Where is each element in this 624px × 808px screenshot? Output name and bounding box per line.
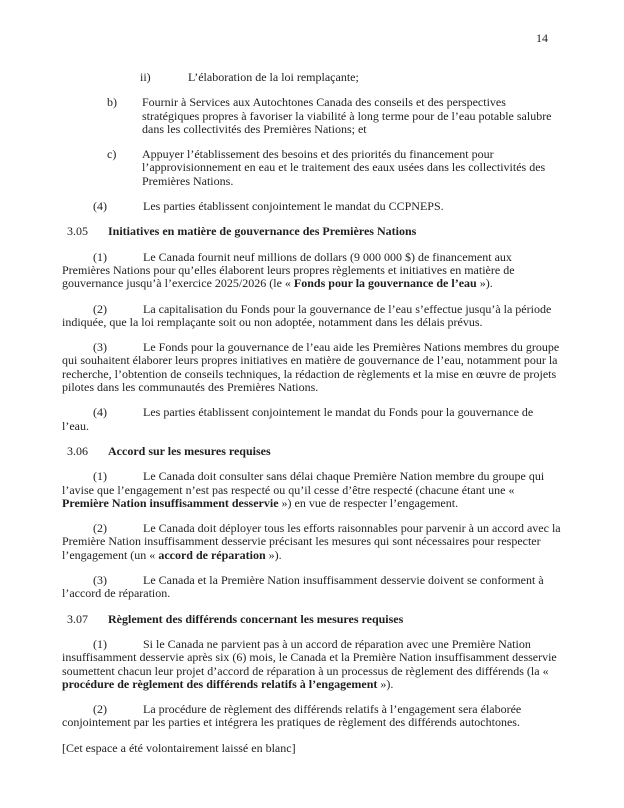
list-item-text: L’élaboration de la loi remplaçante; xyxy=(188,70,359,84)
list-item-label: b) xyxy=(107,95,117,110)
paragraph-text: Le Canada et la Première Nation insuffisamment desservie doivent se conforment à l’accord de réparation. xyxy=(62,573,544,601)
paragraph-text: Si le Canada ne parvient pas à un accord de réparation avec une Première Nation insuffisamment desservie après six (6) mois, le Canada et la Première Nation insuffisamment desservie soumettent chacun leur projet d’accord de réparation à un processus de règlement des différends (la « procédure de règlement des différends relatifs à l’engagement »). xyxy=(62,636,557,691)
paragraph-3.06-2 xyxy=(62,522,562,562)
page-number: 14 xyxy=(536,31,548,45)
list-item-b xyxy=(62,96,562,136)
paragraph-number: (2) xyxy=(93,702,107,717)
paragraph-text: Le Canada doit consulter sans délai chaque Première Nation membre du groupe qui l’avise que l’engagement n’est pas respecté ou qu’il cesse d’être respecté (chacune étant une « Première Nation insuffisamment desservie ») en vue de respecter l’engagement. xyxy=(62,469,545,510)
list-item-label: ii) xyxy=(140,70,151,84)
list-item-ii xyxy=(62,71,562,84)
document-body xyxy=(62,71,562,767)
paragraph-text: La capitalisation du Fonds pour la gouvernance de l’eau s’effectue jusqu’à la période indiquée, que la loi remplaçante soit ou non adoptée, notamment dans les délais prévus. xyxy=(62,301,552,329)
section-title: Initiatives en matière de gouvernance des Premières Nations xyxy=(108,224,417,239)
paragraph-text: Le Fonds pour la gouvernance de l’eau aide les Premières Nations membres du groupe qui souhaitent élaborer leurs propres initiatives en matière de gouvernance de l’eau, notamment pour la recherche, l’obtention de conseils techniques, la rédaction de règlements et la mise en œuvre de projets pilotes dans les communautés des Premières Nations. xyxy=(62,340,560,395)
paragraph-text: Les parties établissent conjointement le mandat du CCPNEPS. xyxy=(143,199,444,214)
paragraph-number: (4) xyxy=(93,199,107,214)
paragraph-text: Les parties établissent conjointement le mandat du Fonds pour la gouvernance de l’eau. xyxy=(62,405,534,433)
placeholder-note: [Cet espace a été volontairement laissé en blanc] xyxy=(62,740,296,755)
paragraph-number: (3) xyxy=(93,573,107,588)
paragraph-3.05-4 xyxy=(62,406,562,433)
paragraph-text: Le Canada fournit neuf millions de dollars (9 000 000 $) de financement aux Premières Nations pour qu’elles élaborent leurs propres règlements et initiatives en matière de gouvernance jusqu’à l’exercice 2025/2026 (le « Fonds pour la gouvernance de l’eau »). xyxy=(62,249,515,291)
section-number: 3.06 xyxy=(67,443,88,458)
paragraph-number: (3) xyxy=(93,340,107,355)
paragraph-3.05-3 xyxy=(62,341,562,394)
paragraph-number: (2) xyxy=(93,301,107,316)
paragraph-3.07-2 xyxy=(62,703,562,730)
section-number: 3.07 xyxy=(67,611,88,626)
list-item-label: c) xyxy=(107,147,117,162)
section-title: Règlement des différends concernant les mesures requises xyxy=(108,611,404,626)
list-item-text: Fournir à Services aux Autochtones Canada des conseils et des perspectives stratégiques propres à favoriser la viabilité à long terme pour de l’eau potable salubre dans les collectivités des Premières Nations; et xyxy=(142,95,552,136)
section-number: 3.05 xyxy=(67,224,88,239)
list-item-text: Appuyer l’établissement des besoins et des priorités du financement pour l’approvisionnement en eau et le traitement des eaux usées dans les collectivités des Premières Nations. xyxy=(142,147,546,188)
paragraph-number: (1) xyxy=(93,249,107,264)
list-item-c xyxy=(62,148,562,188)
paragraph-number: (1) xyxy=(93,636,107,651)
section-heading-3.06 xyxy=(62,445,562,458)
paragraph-3.05-2 xyxy=(62,303,562,330)
paragraph-number: (4) xyxy=(93,405,107,420)
paragraph-number: (2) xyxy=(93,521,107,536)
section-title: Accord sur les mesures requises xyxy=(108,443,271,458)
section-heading-3.05 xyxy=(62,225,562,238)
section-heading-3.07 xyxy=(62,613,562,626)
paragraph-3.06-3 xyxy=(62,574,562,601)
paragraph-3.04-4 xyxy=(62,200,562,213)
paragraph-3.07-1 xyxy=(62,638,562,691)
paragraph-text: La procédure de règlement des différends relatifs à l’engagement sera élaborée conjointement par les parties et intégrera les pratiques de règlement des différends autochtones. xyxy=(62,702,522,730)
paragraph-3.06-1 xyxy=(62,470,562,510)
paragraph-number: (1) xyxy=(93,469,107,484)
paragraph-text: Le Canada doit déployer tous les efforts raisonnables pour parvenir à un accord avec la Première Nation insuffisamment desservie précisant les mesures qui sont nécessaires pour respecter l’engagement (un « accord de réparation »). xyxy=(62,521,561,562)
paragraph-3.05-1 xyxy=(62,251,562,291)
